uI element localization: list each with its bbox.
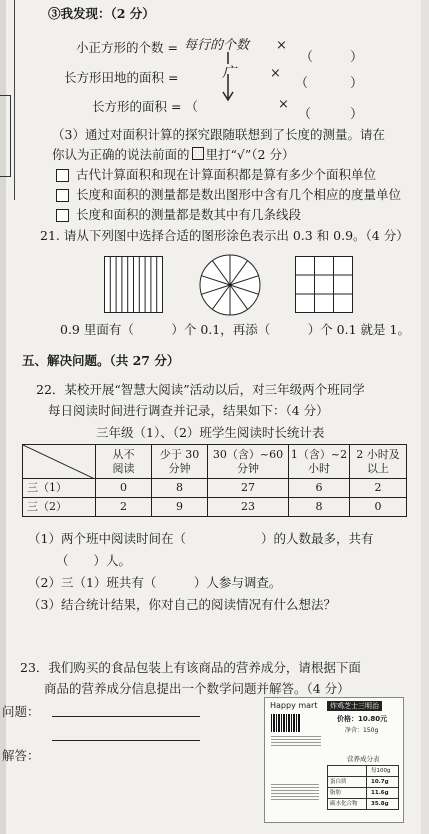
q22-line2: 每日阅读时间进行调查并记录，结果如下：（4 分） [48,403,329,418]
table-header-cell [23,445,96,479]
q22-sub1-line2: （ ）人。 [56,553,132,568]
question-answer-line-2[interactable] [52,740,200,741]
nutrition-name: 碳水化合物 [328,799,367,809]
q3-row-3-open: （ [298,107,312,122]
store-name: Happy mart [270,701,318,710]
q3-row-2-annotation: 广 [222,65,236,81]
q21-answer-line: 0.9 里面有（ ）个 0.1，再添（ ）个 0.1 就是 1。 [60,322,410,337]
q23-line1: 23．我们购买的食品包装上有该商品的营养成分，请根据下面 [20,660,361,675]
q3-row-1 [76,40,178,55]
table-title: 三年级（1）、（2）班学生阅读时长统计表 [96,425,325,440]
striped-rectangle-figure[interactable] [104,256,164,314]
q22-line1: 22．某校开展“智慧大阅读”活动以后，对三年级两个班同学 [36,382,365,397]
q3-row-1-close: ） [350,50,364,65]
q3-row-3-times: × [278,97,289,112]
option-checkbox-3[interactable] [56,209,69,222]
question-label: 问题： [2,704,40,719]
q3-row-2-times: × [270,66,281,81]
handwritten-arrow-icon [220,50,238,105]
table-cell: 8 [152,479,208,498]
nutrition-name: 脂肪 [328,788,367,798]
nutrition-header-row [328,766,398,777]
table-cell: 6 [289,479,350,498]
table-cell: 0 [350,498,407,517]
product-price: 价格：10.80元 [337,715,388,723]
option-checkbox-1[interactable] [56,169,69,182]
nutrition-row [328,788,398,799]
option-text-3: 长度和面积的测量都是数其中有几条线段 [76,207,302,222]
table-header-row [23,445,407,479]
table-header-cell: 2 小时及 以上 [350,445,407,479]
q3-row-2-close: ） [350,76,364,91]
q3-row-3-left: 长方形的面积 = （ [92,99,198,114]
section-5-title: 五、解决问题。（共 27 分） [22,353,180,368]
nutrition-value: 10.7g [371,779,389,785]
table-cell: 23 [208,498,289,517]
option-text-1: 古代计算面积和现在计算面积都是算有多少个面积单位 [76,167,377,182]
nutrition-table [327,765,399,810]
nutrition-value: 11.6g [371,790,389,796]
table-cell: 9 [152,498,208,517]
nutrition-name: 蛋白质 [328,777,367,787]
table-row [23,498,407,517]
option-checkbox-2[interactable] [56,189,69,202]
label-fine-print [271,784,319,802]
table-cell: 2 [96,498,152,517]
q21-stem: 21. 请从下列图中选择合适的图形涂色表示出 0.3 和 0.9。（4 分） [40,228,409,243]
q3-row-1-annotation: 每行的个数 [184,38,250,53]
table-header-cell: 1（含）~2 小时 [289,445,350,479]
product-weight: 净含：150g [345,727,379,734]
product-label-card [264,697,404,823]
q22-sub1-line1: （1）两个班中阅读时间在（ ）的人数最多，共有 [28,531,374,546]
nutrition-header-value: 每100g [371,768,391,774]
nutrition-header-blank [328,766,367,776]
table-cell: 27 [208,479,289,498]
page-rule [14,0,15,200]
q22-sub2: （2）三（1）班共有（ ）人参与调查。 [28,575,282,590]
barcode-icon [271,714,301,732]
table-cell: 0 [96,479,152,498]
q3-row-2-left: 长方形田地的面积 = [64,70,179,85]
q20-3-line2b: 里打“√”（2 分） [205,147,295,162]
nutrition-row [328,799,398,809]
reading-time-table [22,444,407,517]
answer-box-icon [192,147,204,160]
q3-row-2-open: （ [295,76,309,91]
q3-header: ③我发现：（2 分） [48,6,155,21]
product-name: 炸鸡芝士三明治 [327,701,382,711]
table-row [23,479,407,498]
nutrition-row [328,777,398,788]
margin-box [0,95,11,177]
page-right-edge [421,0,429,834]
q3-row-1-times: × [276,38,287,53]
q23-line2: 商品的营养成分信息提出一个数学问题并解答。（4 分） [44,681,350,696]
q20-3-line1: （3）通过对面积计算的探究跟随联想到了长度的测量。请在 [52,127,385,142]
table-row-label: 三（1） [23,479,96,498]
answer-label: 解答： [2,748,40,763]
table-cell: 8 [289,498,350,517]
table-cell: 2 [350,479,407,498]
q20-3-line2-text: 你认为正确的说法前面的 [52,147,190,162]
table-header-cell: 30（含）~60 分钟 [208,445,289,479]
q3-row-1-open: （ [300,50,314,65]
label-fine-print [271,736,321,746]
q3-row-3-close: ） [350,107,364,122]
grid-square-figure[interactable] [295,256,355,314]
table-row-label: 三（2） [23,498,96,517]
q20-3-line2 [52,147,294,162]
question-answer-line-1[interactable] [52,716,200,717]
nutrition-title: 营养成分表 [347,755,380,763]
header-diagonal-line [23,445,95,479]
table-header-cell: 少于 30 分钟 [152,445,208,479]
q3-row-1-left: 小正方形的个数 = [76,40,178,55]
option-text-2: 长度和面积的测量都是数出图形中含有几个相应的度量单位 [76,187,402,202]
q22-sub3: （3）结合统计结果，你对自己的阅读情况有什么想法？ [28,597,336,612]
divided-circle-figure[interactable] [198,253,262,317]
table-header-cell: 从不 阅读 [96,445,152,479]
nutrition-value: 35.8g [371,801,389,807]
